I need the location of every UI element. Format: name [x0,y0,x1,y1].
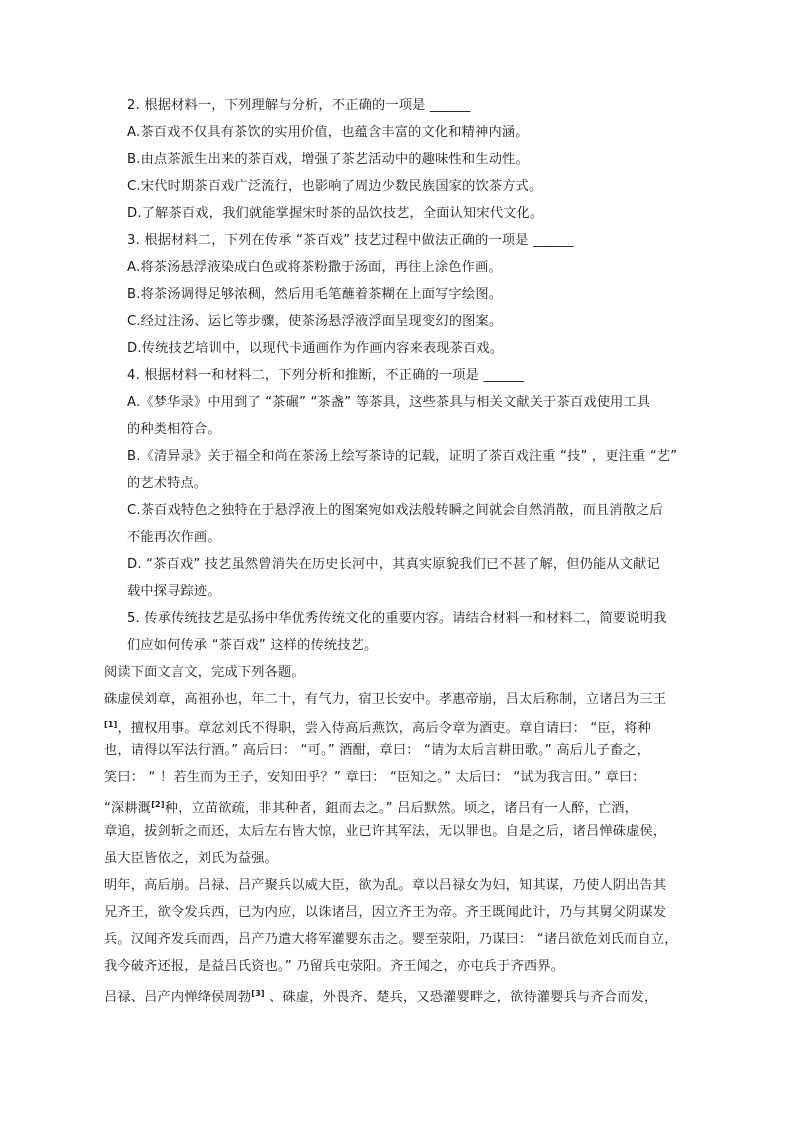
reading-intro: 阅读下面文言文，完成下列各题。 [104,665,305,680]
question-4-option-a: A.《梦华录》中用到了 “茶碾” “茶盏” 等茶具，这些茶具与相关文献关于茶百戏使用工具 [127,395,651,410]
footnote-marker: [2] [151,800,165,809]
passage-p3-line [104,985,657,1007]
question-3-option-a: A.将茶汤悬浮液染成白色或将茶粉撒于汤面，再往上涂色作画。 [127,260,502,275]
passage-p1-line: 笑曰： “ ！若生而为王子，安知田乎？” 章曰： “臣知之。” 太后曰： “试为我言田。” 章曰： [104,770,646,785]
passage-p1-line [104,716,651,738]
question-4-option-a-cont: 的种类相符合。 [127,422,221,437]
footnote-marker: [3] [251,989,265,998]
passage-p2-line: 我今破齐还报，是益吕氏资也。” 乃留兵屯荥阳。齐王闻之，亦屯兵于齐西界。 [104,959,564,974]
question-4-option-c: C.茶百戏特色之独特在于悬浮液上的图案宛如戏法般转瞬之间就会自然消散，而且消散之后 [127,503,663,518]
passage-p1-line [104,796,638,818]
question-2-option-b: B.由点茶派生出来的茶百戏，增强了茶艺活动中的趣味性和生动性。 [127,152,529,167]
passage-text: 、硃虚，外畏齐、楚兵，又恐灌婴畔之，欲待灌婴兵与齐合而发， [264,990,658,1005]
question-4-option-b: B.《清异录》关于福全和尚在茶汤上绘写茶诗的记载，证明了茶百戏注重 “技” ，更注重 “艺” [127,449,678,464]
question-3-option-d: D.传统技艺培训中，以现代卡通画作为作画内容来表现茶百戏。 [127,341,504,356]
footnote-marker: [1] [104,720,118,729]
question-2-option-a: A.茶百戏不仅具有茶饮的实用价值，也蕴含丰富的文化和精神内涵。 [127,125,529,140]
passage-p1-line: 也，请得以军法行酒。” 高后曰： “可。” 酒酣，章曰： “请为太后言耕田歌。” 高后儿子畜之， [104,743,651,758]
passage-p2-line: 明年，高后崩。吕禄、吕产聚兵以威大臣，欲为乱。章以吕禄女为妇，知其谋，乃使人阴出告其 [104,878,667,893]
question-4-option-b-cont: 的艺术特点。 [127,476,208,491]
passage-text: 种，立苗欲疏，非其种者，鉏而去之。” 吕后默然。顷之，诸吕有一人醉，亡酒， [164,801,639,816]
passage-p2-line: 兄齐王，欲令发兵西，已为内应，以诛诸吕，因立齐王为帝。齐王既闻此计，乃与其舅父阴谋发 [104,905,667,920]
question-4-option-d-cont: 载中探寻踪迹。 [127,584,221,599]
question-4-option-d: D. “茶百戏” 技艺虽然曾消失在历史长河中，其真实原貌我们已不甚了解，但仍能从文献记 [127,557,660,572]
question-4-stem: 4. 根据材料一和材料二，下列分析和推断，不正确的一项是 ______ [127,368,525,383]
question-4-option-c-cont: 不能再次作画。 [127,530,221,545]
question-3-stem: 3. 根据材料二，下列在传承 “茶百戏” 技艺过程中做法正确的一项是 ______ [127,233,574,248]
question-2-option-c: C.宋代时期茶百戏广泛流行，也影响了周边少数民族国家的饮茶方式。 [127,179,543,194]
passage-p1-line: 章追，拔剑斩之而还，太后左右皆大惊，业已许其军法，无以罪也。自是之后，诸吕惮硃虚侯， [104,824,667,839]
passage-text: 吕禄、吕产内惮绛侯周勃 [104,990,252,1005]
question-5-stem: 5. 传承传统技艺是弘扬中华优秀传统文化的重要内容。请结合材料一和材料二，简要说明我 [127,611,667,626]
passage-p1-line: 虽大臣皆依之，刘氏为益强。 [104,851,279,866]
question-2-stem: 2. 根据材料一，下列理解与分析，不正确的一项是 ______ [127,98,471,113]
passage-p1-line: 硃虚侯刘章，高祖孙也，年二十，有气力，宿卫长安中。孝惠帝崩，吕太后称制，立诸吕为三王 [104,692,667,707]
passage-text: “深耕溉 [104,801,152,816]
passage-text: ，擅权用事。章忿刘氏不得职，尝入侍高后燕饮，高后令章为酒吏。章自请曰： “臣，将种 [117,721,652,736]
question-2-option-d: D.了解茶百戏，我们就能掌握宋时茶的品饮技艺，全面认知宋代文化。 [127,206,544,221]
question-3-option-c: C.经过注汤、运匕等步骤，使茶汤悬浮液浮面呈现变幻的图案。 [127,314,503,329]
passage-p2-line: 兵。汉闻齐发兵而西，吕产乃遣大将军灌婴东击之。婴至荥阳，乃谋曰： “诸吕欲危刘氏而自立， [104,932,678,947]
question-3-option-b: B.将茶汤调得足够浓稠，然后用毛笔蘸着茶糊在上面写字绘图。 [127,287,503,302]
question-5-stem-cont: 们应如何传承 “茶百戏” 这样的传统技艺。 [127,638,378,653]
